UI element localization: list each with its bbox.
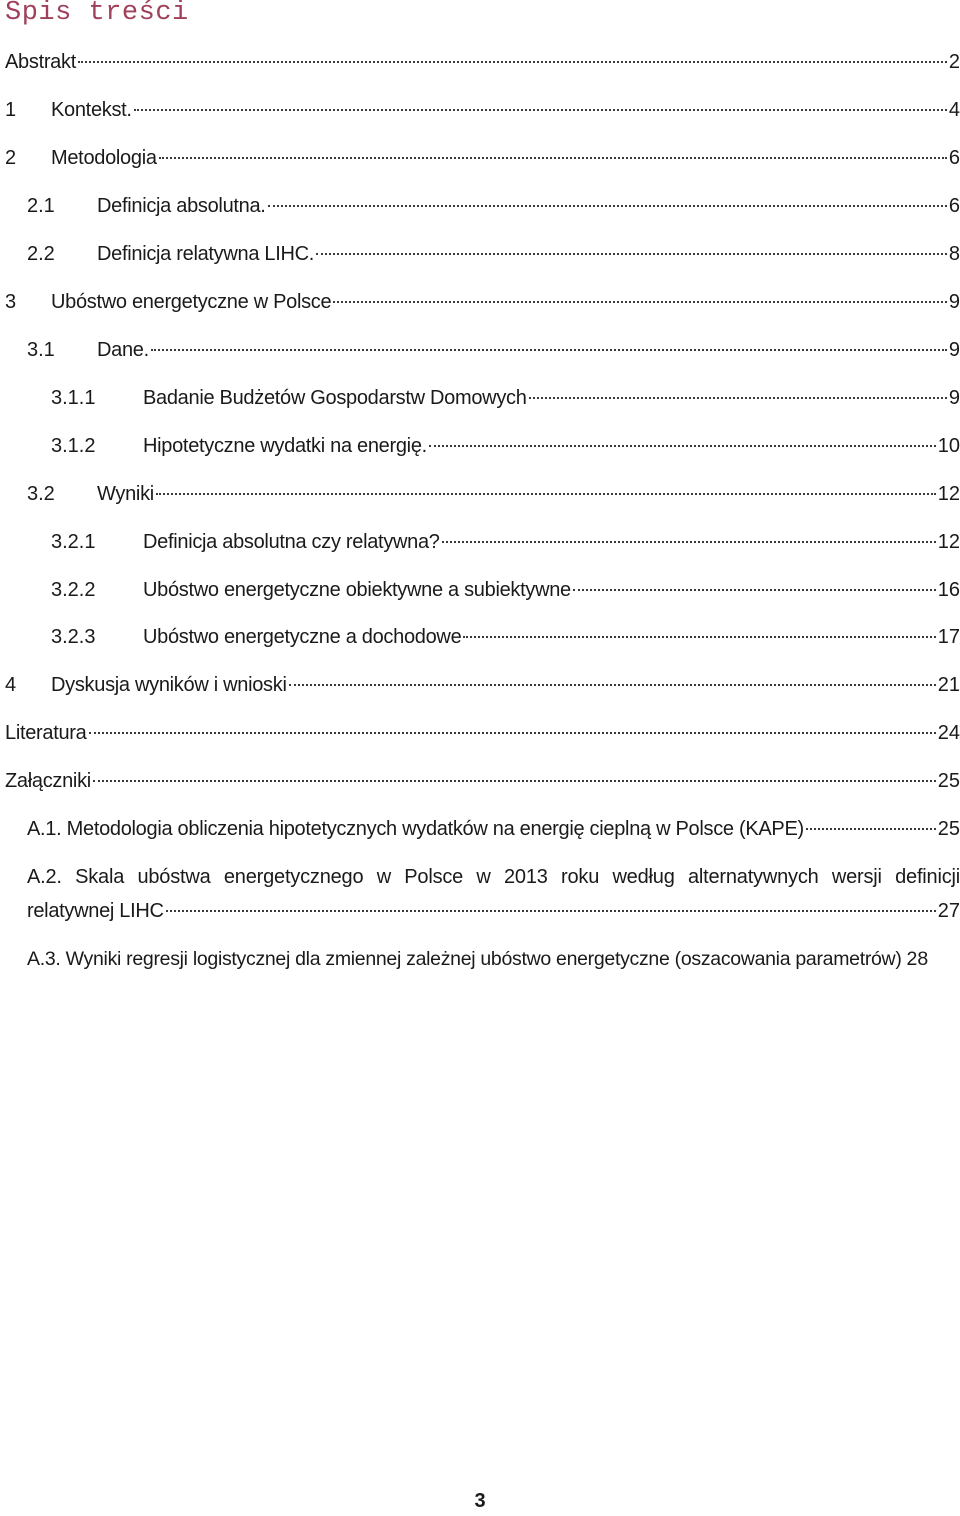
toc-entry-label: Wyniki	[97, 483, 154, 505]
toc-entry-page: 9	[948, 339, 960, 361]
toc-entry-3-1[interactable]	[0, 335, 960, 365]
toc-entry-label: A.1. Metodologia obliczenia hipotetycznych wydatków na energię cieplną w Polsce (KAPE)	[27, 818, 804, 840]
toc-entry-number: 3.2.1	[51, 531, 96, 553]
toc-entry-label: Hipotetyczne wydatki na energię.	[143, 435, 427, 457]
dot-leader	[166, 910, 936, 912]
toc-entry-zalaczniki[interactable]	[0, 766, 960, 796]
toc-entry-label: A.2. Skala ubóstwa energetycznego w Polsce w 2013 roku według alternatywnych wersji definicji	[27, 866, 960, 888]
dot-leader	[529, 397, 947, 399]
toc-entry-page: 27	[937, 900, 960, 922]
toc-entry-number: 3.1.2	[51, 435, 96, 457]
toc-title: Spis treści	[5, 0, 189, 28]
toc-entry-page: 12	[937, 531, 960, 553]
toc-entry-3-2[interactable]	[0, 479, 960, 509]
toc-entry-number: 2	[5, 147, 17, 169]
toc-entry-number: 3.1.1	[51, 387, 96, 409]
dot-leader	[429, 445, 936, 447]
toc-entry-label: Definicja absolutna.	[97, 195, 266, 217]
toc-entry-number: 4	[5, 674, 17, 696]
dot-leader	[159, 157, 947, 159]
toc-entry-label: Kontekst.	[51, 99, 132, 121]
toc-entry-page: 9	[948, 387, 960, 409]
toc-entry-number: 3.2.3	[51, 626, 96, 648]
toc-entry-a3[interactable]	[0, 944, 960, 974]
toc-entry-page: 12	[937, 483, 960, 505]
dot-leader	[78, 61, 947, 63]
toc-entry-number: 3.2.2	[51, 579, 96, 601]
dot-leader	[93, 780, 936, 782]
toc-entry-label: Definicja relatywna LIHC.	[97, 243, 315, 265]
dot-leader	[268, 205, 947, 207]
toc-entry-number: 2.2	[27, 243, 55, 265]
toc-entry-number: 3.2	[27, 483, 55, 505]
dot-leader	[333, 301, 947, 303]
toc-entry-3-2-1[interactable]	[0, 527, 960, 557]
toc-entry-3-2-2[interactable]	[0, 575, 960, 605]
toc-entry-page: 9	[948, 291, 960, 313]
toc-entry-number: 3.1	[27, 339, 55, 361]
dot-leader	[289, 684, 936, 686]
toc-entry-page: 25	[937, 818, 960, 840]
toc-entry-3[interactable]	[0, 287, 960, 317]
toc-entry-label: Abstrakt	[5, 51, 76, 73]
dot-leader	[134, 109, 947, 111]
toc-entry-3-2-3[interactable]	[0, 622, 960, 652]
toc-entry-page: 21	[937, 674, 960, 696]
toc-entry-3-1-2[interactable]	[0, 431, 960, 461]
toc-entry-number: 1	[5, 99, 17, 121]
toc-entry-literatura[interactable]	[0, 718, 960, 748]
toc-entry-number: 3	[5, 291, 17, 313]
dot-leader	[573, 589, 936, 591]
toc-entry-page: 4	[948, 99, 960, 121]
toc-entry-2-2[interactable]	[0, 239, 960, 269]
toc-entry-page: 24	[937, 722, 960, 744]
toc-entry-label: Literatura	[5, 722, 87, 744]
toc-entry-label: Metodologia	[51, 147, 157, 169]
toc-entry-label: A.3. Wyniki regresji logistycznej dla zmiennej zależnej ubóstwo energetyczne (oszacowania parametrów)	[27, 948, 902, 970]
toc-entry-label: Dyskusja wyników i wnioski	[51, 674, 287, 696]
toc-entry-page: 6	[948, 195, 960, 217]
toc-entry-a1[interactable]	[0, 814, 960, 844]
toc-entry-page: 16	[937, 579, 960, 601]
toc-entry-page: 8	[948, 243, 960, 265]
toc-entry-1[interactable]	[0, 95, 960, 125]
toc-entry-4[interactable]	[0, 670, 960, 700]
toc-entry-a2-line1[interactable]	[27, 862, 960, 892]
toc-entry-page: 2	[948, 51, 960, 73]
dot-leader	[806, 828, 936, 830]
toc-entry-label: Dane.	[97, 339, 149, 361]
toc-entry-page: 10	[937, 435, 960, 457]
toc-entry-label: Definicja absolutna czy relatywna?	[143, 531, 440, 553]
toc-entry-a2-line2[interactable]	[0, 896, 960, 926]
toc-entry-2[interactable]	[0, 143, 960, 173]
toc-entry-label: Badanie Budżetów Gospodarstw Domowych	[143, 387, 527, 409]
toc-entry-2-1[interactable]	[0, 191, 960, 221]
toc-entry-page: 28	[906, 948, 929, 970]
toc-entry-abstrakt[interactable]	[0, 47, 960, 77]
toc-entry-label: Ubóstwo energetyczne obiektywne a subiektywne	[143, 579, 571, 601]
toc-entry-number: 2.1	[27, 195, 55, 217]
page-number: 3	[474, 1490, 486, 1512]
dot-leader	[463, 636, 935, 638]
toc-entry-3-1-1[interactable]	[0, 383, 960, 413]
toc-entry-label: Załączniki	[5, 770, 91, 792]
dot-leader	[151, 349, 947, 351]
toc-entry-label: Ubóstwo energetyczne a dochodowe	[143, 626, 462, 648]
dot-leader	[316, 253, 947, 255]
dot-leader	[156, 493, 936, 495]
toc-entry-page: 6	[948, 147, 960, 169]
dot-leader	[89, 732, 936, 734]
toc-entry-page: 25	[937, 770, 960, 792]
toc-entry-label: Ubóstwo energetyczne w Polsce	[51, 291, 332, 313]
toc-entry-page: 17	[937, 626, 960, 648]
dot-leader	[442, 541, 936, 543]
toc-entry-label: relatywnej LIHC	[27, 900, 164, 922]
